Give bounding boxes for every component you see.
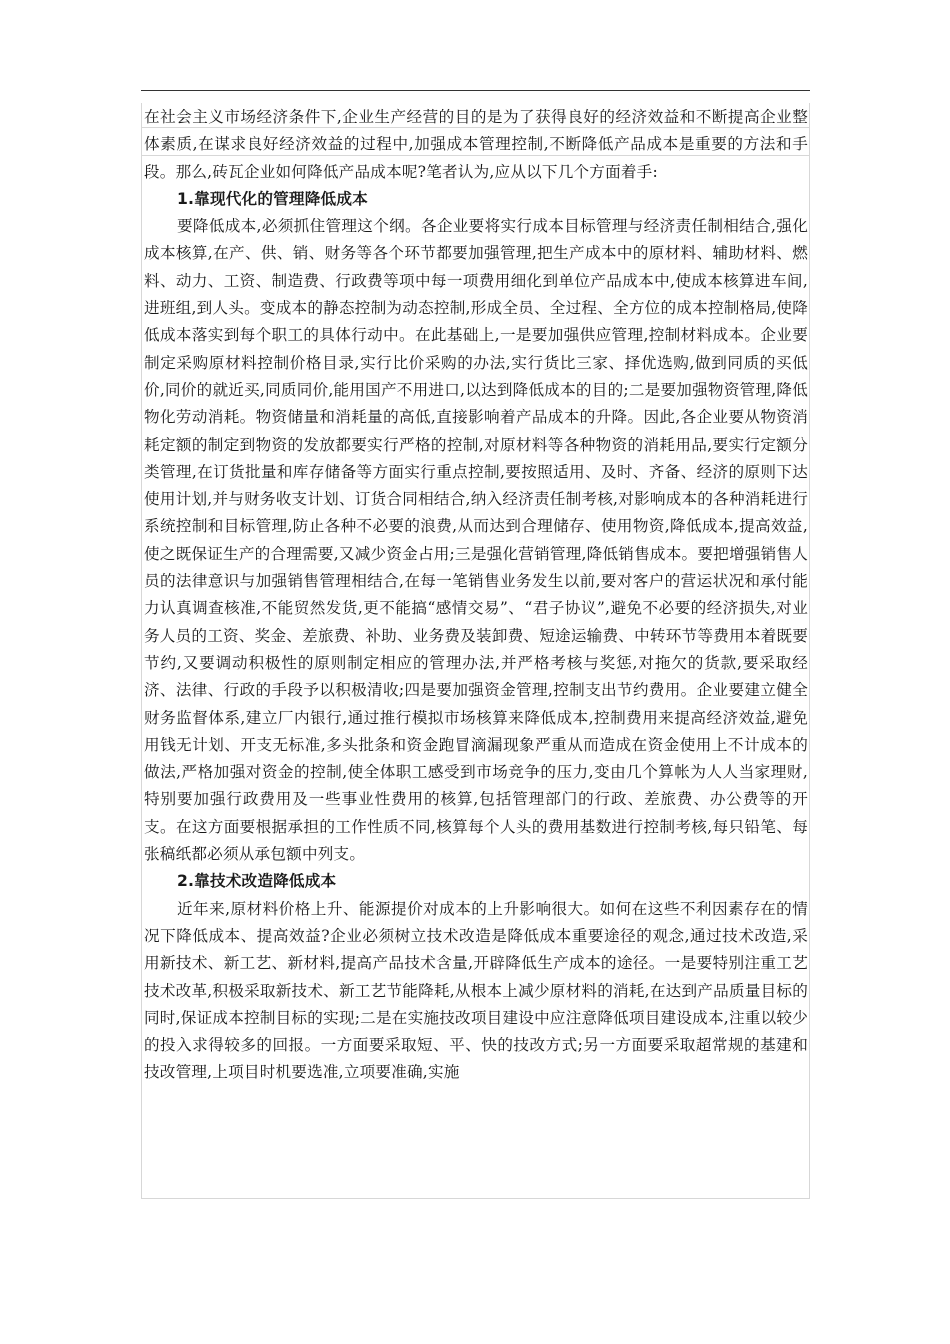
- header-rule: [141, 90, 810, 91]
- intro-paragraph: 在社会主义市场经济条件下,企业生产经营的目的是为了获得良好的经济效益和不断提高企业整体素质,在谋求良好经济效益的过程中,加强成本管理控制,不断降低产品成本是重要的方法和手段。那么,砖瓦企业如何降低产品成本呢?笔者认为,应从以下几个方面着手:: [144, 108, 808, 181]
- section-2-paragraph: 近年来,原材料价格上升、能源提价对成本的上升影响很大。如何在这些不利因素存在的情况下降低成本、提高效益?企业必须树立技术改造是降低成本重要途径的观念,通过技术改造,采用新技术、新工艺、新材料,提高产品技术含量,开辟降低生产成本的途径。一是要特别注重工艺技术改革,积极采取新技术、新工艺节能降耗,从根本上减少原材料的消耗,在达到产品质量目标的同时,保证成本控制目标的实现;二是在实施技改项目建设中应注意降低项目建设成本,注重以较少的投入求得较多的回报。一方面要采取短、平、快的技改方式;另一方面要采取超常规的基建和技改管理,上项目时机要选准,立项要准确,实施: [144, 899, 808, 1082]
- frame-left-edge: [141, 103, 142, 1198]
- section-1-heading: 1.靠现代化的管理降低成本: [177, 189, 368, 208]
- document-body: [144, 104, 808, 1087]
- section-2-heading: 2.靠技术改造降低成本: [177, 872, 337, 891]
- section-1-paragraph: 要降低成本,必须抓住管理这个纲。各企业要将实行成本目标管理与经济责任制相结合,强化成本核算,在产、供、销、财务等各个环节都要加强管理,把生产成本中的原材料、辅助材料、燃料、动力、工资、制造费、行政费等项中每一项费用细化到单位产品成本中,使成本核算进车间,进班组,到人头。变成本的静态控制为动态控制,形成全员、全过程、全方位的成本控制格局,使降低成本落实到每个职工的具体行动中。在此基础上,一是要加强供应管理,控制材料成本。企业要制定采购原材料控制价格目录,实行比价采购的办法,实行货比三家、择优选购,做到同质的买低价,同价的就近买,同质同价,能用国产不用进口,以达到降低成本的目的;二是要加强物资管理,降低物化劳动消耗。物资储量和消耗量的高低,直接影响着产品成本的升降。因此,各企业要从物资消耗定额的制定到物资的发放都要实行严格的控制,对原材料等各种物资的消耗用品,要实行定额分类管理,在订货批量和库存储备等方面实行重点控制,要按照适用、及时、齐备、经济的原则下达使用计划,并与财务收支计划、订货合同相结合,纳入经济责任制考核,对影响成本的各种消耗进行系统控制和目标管理,防止各种不必要的浪费,从而达到合理储存、使用物资,降低成本,提高效益,使之既保证生产的合理需要,又减少资金占用;三是强化营销管理,降低销售成本。要把增强销售人员的法律意识与加强销售管理相结合,在每一笔销售业务发生以前,要对客户的营运状况和承付能力认真调查核准,不能贸然发货,更不能搞“感情交易”、“君子协议”,避免不必要的经济损失,对业务人员的工资、奖金、差旅费、补助、业务费及装卸费、短途运输费、中转环节等费用本着既要节约,又要调动积极性的原则制定相应的管理办法,并严格考核与奖惩,对拖欠的货款,要采取经济、法律、行政的手段予以积极清收;四是要加强资金管理,控制支出节约费用。企业要建立健全财务监督体系,建立厂内银行,通过推行模拟市场核算来降低成本,控制费用来提高经济效益,避免用钱无计划、开支无标准,多头批条和资金跑冒滴漏现象严重从而造成在资金使用上不计成本的做法,严格加强对资金的控制,使全体职工感受到市场竞争的压力,变由几个算帐为人人当家理财,特别要加强行政费用及一些事业性费用的核算,包括管理部门的行政、差旅费、办公费等的开支。在这方面要根据承担的工作性质不同,核算每个人头的费用基数进行控制考核,每只铅笔、每张稿纸都必须从承包额中列支。: [144, 217, 808, 864]
